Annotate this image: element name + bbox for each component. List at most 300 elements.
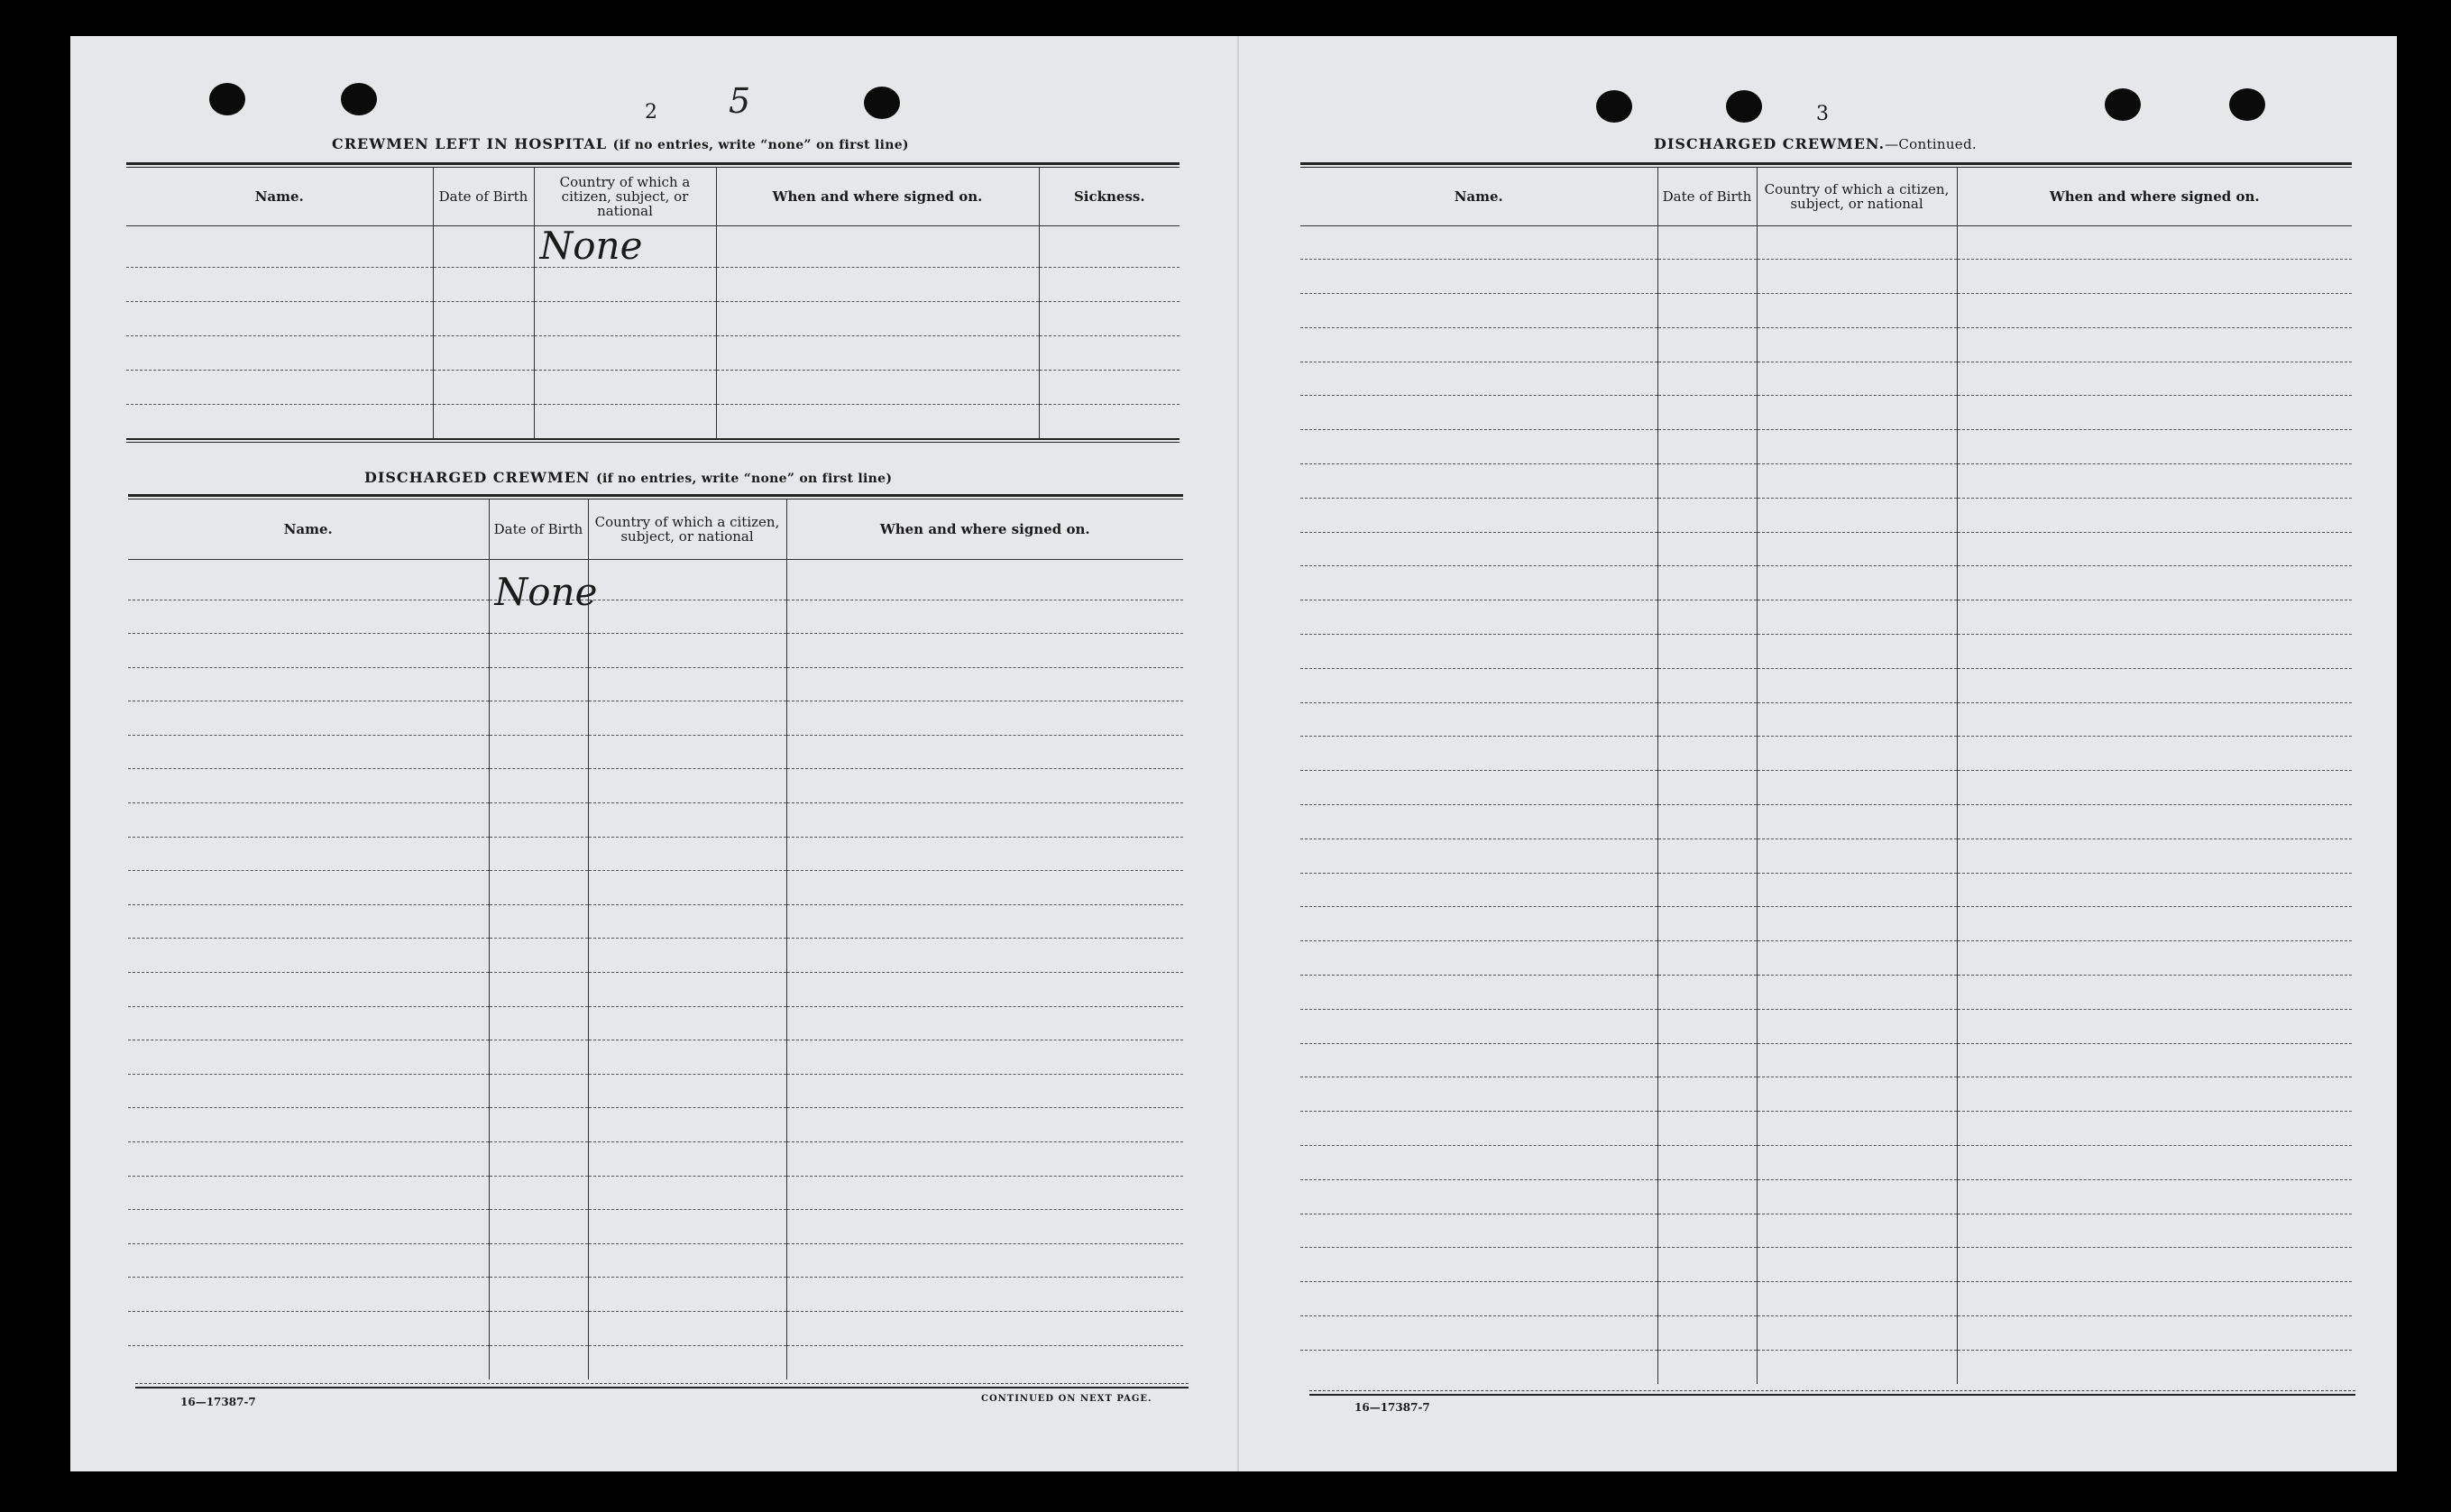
table-row (128, 667, 1183, 701)
col-date-of-birth: Date of Birth (489, 499, 588, 559)
table-cell (1657, 668, 1757, 702)
table-row (126, 335, 1180, 370)
table-cell (588, 1074, 786, 1108)
table-cell (1300, 668, 1657, 702)
table-cell (588, 634, 786, 668)
table-cell (786, 803, 1183, 838)
table-cell (1957, 225, 2352, 260)
table-cell (1957, 976, 2352, 1010)
table-cell (1957, 1248, 2352, 1282)
table-cell (1300, 260, 1657, 294)
table-cell (1757, 838, 1957, 873)
table-row (1300, 838, 2352, 873)
table-row (1300, 737, 2352, 771)
table-cell (1300, 873, 1657, 907)
table-cell (128, 939, 489, 973)
table-cell (1757, 1146, 1957, 1180)
table-row (1300, 941, 2352, 976)
table-cell (588, 1345, 786, 1379)
right-discharged-table (1300, 168, 2352, 1384)
form-number-left: 16—17387-7 (180, 1396, 256, 1408)
table-row (1300, 1248, 2352, 1282)
table-cell (786, 1108, 1183, 1142)
cell-sickness (1039, 225, 1180, 267)
table-cell (1300, 464, 1657, 499)
col-country: Country of which a citizen, subject, or national (1757, 168, 1957, 225)
table-cell (1300, 838, 1657, 873)
table-cell (1657, 771, 1757, 805)
table-row (128, 1108, 1183, 1142)
handwritten-page-mark: 5 (729, 81, 751, 121)
table-cell (1657, 600, 1757, 635)
table-cell (1657, 327, 1757, 362)
handwritten-entry: None (539, 224, 643, 268)
table-cell (786, 600, 1183, 634)
table-cell (1657, 294, 1757, 328)
table-row (128, 600, 1183, 634)
table-cell (1757, 805, 1957, 839)
table-cell (489, 904, 588, 939)
table-cell (1757, 1316, 1957, 1351)
table-cell (1657, 737, 1757, 771)
table-row (128, 1074, 1183, 1108)
table-cell (1300, 566, 1657, 600)
table-cell (1657, 532, 1757, 566)
table-cell (1957, 498, 2352, 532)
table-row (128, 634, 1183, 668)
table-cell (489, 1243, 588, 1278)
table-cell (1757, 294, 1957, 328)
table-cell (716, 335, 1039, 370)
table-cell (1957, 1043, 2352, 1077)
table-cell (588, 1006, 786, 1040)
right-title-suffix: —Continued. (1885, 136, 1977, 152)
table-cell (1300, 498, 1657, 532)
cell-date-of-birth (433, 225, 534, 267)
table-cell (489, 837, 588, 871)
col-signed-on: When and where signed on. (1957, 168, 2352, 225)
table-cell (1300, 941, 1657, 976)
table-cell (1657, 260, 1757, 294)
table-cell (1039, 370, 1180, 404)
table-cell (534, 404, 716, 438)
table-cell (1957, 838, 2352, 873)
table-row (1300, 1112, 2352, 1146)
table-cell (1657, 566, 1757, 600)
table-cell (1039, 301, 1180, 335)
table-cell (1657, 1282, 1757, 1316)
table-cell (1757, 327, 1957, 362)
table-cell (1957, 1214, 2352, 1248)
table-cell (128, 769, 489, 803)
table-cell (128, 1278, 489, 1312)
hospital-bottom-rule (126, 438, 1180, 443)
table-cell (1657, 362, 1757, 396)
table-cell (128, 871, 489, 905)
punch-hole (2229, 88, 2265, 121)
table-cell (786, 939, 1183, 973)
table-row (1300, 1179, 2352, 1214)
table-cell (489, 1142, 588, 1177)
table-cell (128, 1006, 489, 1040)
table-cell (1957, 1009, 2352, 1043)
table-cell (1957, 600, 2352, 635)
table-row (1300, 396, 2352, 430)
table-cell (1300, 430, 1657, 464)
table-cell (1957, 1112, 2352, 1146)
table-row (128, 1006, 1183, 1040)
table-cell (128, 1243, 489, 1278)
punch-hole (864, 87, 900, 119)
table-cell (1957, 771, 2352, 805)
table-cell (1757, 225, 1957, 260)
table-row (128, 1345, 1183, 1379)
table-cell (1757, 1248, 1957, 1282)
table-row (128, 803, 1183, 838)
table-cell (588, 1108, 786, 1142)
table-cell (1957, 260, 2352, 294)
table-cell (128, 1176, 489, 1210)
table-cell (433, 404, 534, 438)
right-bottom-rule (1309, 1390, 2355, 1396)
table-cell (786, 1311, 1183, 1345)
table-cell (433, 301, 534, 335)
table-cell (1657, 1214, 1757, 1248)
cell-signed-on (716, 225, 1039, 267)
table-cell (1300, 1316, 1657, 1351)
table-row (1300, 464, 2352, 499)
table-row (128, 559, 1183, 600)
table-row (126, 301, 1180, 335)
table-cell (1757, 873, 1957, 907)
table-row (128, 1040, 1183, 1075)
table-cell (1039, 335, 1180, 370)
table-row (128, 973, 1183, 1007)
table-cell (128, 1074, 489, 1108)
table-row (128, 701, 1183, 736)
table-cell (1757, 464, 1957, 499)
col-name: Name. (126, 168, 433, 225)
table-cell (126, 267, 433, 301)
table-cell (588, 769, 786, 803)
table-cell (786, 1243, 1183, 1278)
table-cell (1300, 1282, 1657, 1316)
punch-hole (341, 83, 377, 115)
table-row (1300, 1146, 2352, 1180)
table-cell (1757, 362, 1957, 396)
table-cell (1957, 327, 2352, 362)
col-signed-on: When and where signed on. (786, 499, 1183, 559)
table-cell (489, 1176, 588, 1210)
table-cell (489, 769, 588, 803)
table-cell (1957, 1316, 2352, 1351)
table-cell (1300, 1009, 1657, 1043)
table-cell (786, 769, 1183, 803)
table-cell (1757, 1009, 1957, 1043)
table-row (128, 871, 1183, 905)
table-row (128, 735, 1183, 769)
table-row (1300, 1350, 2352, 1384)
table-cell (1957, 464, 2352, 499)
table-row (1300, 1043, 2352, 1077)
table-cell (489, 973, 588, 1007)
table-cell (1757, 1214, 1957, 1248)
table-cell (588, 803, 786, 838)
table-cell (489, 1210, 588, 1244)
table-cell (1300, 1077, 1657, 1112)
table-cell (1957, 737, 2352, 771)
table-cell (1657, 1077, 1757, 1112)
table-cell (1757, 635, 1957, 669)
cell-country (534, 225, 716, 267)
table-cell (534, 301, 716, 335)
discharged-bottom-rule (135, 1383, 1189, 1388)
table-cell (1300, 702, 1657, 737)
table-row (128, 1311, 1183, 1345)
table-cell (1757, 430, 1957, 464)
table-cell (1657, 941, 1757, 976)
table-row (128, 1210, 1183, 1244)
table-cell (489, 1278, 588, 1312)
table-cell (786, 871, 1183, 905)
table-cell (1300, 532, 1657, 566)
table-row (1300, 260, 2352, 294)
table-row (1300, 771, 2352, 805)
table-cell (489, 701, 588, 736)
table-cell (1757, 771, 1957, 805)
table-cell (1657, 635, 1757, 669)
table-row (1300, 1077, 2352, 1112)
table-cell (126, 404, 433, 438)
table-cell (1957, 805, 2352, 839)
table-cell (1757, 702, 1957, 737)
table-cell (716, 301, 1039, 335)
table-cell (1657, 1112, 1757, 1146)
table-cell (1757, 941, 1957, 976)
table-cell (1657, 1179, 1757, 1214)
punch-hole (209, 83, 245, 115)
table-cell (128, 1311, 489, 1345)
table-cell (1300, 396, 1657, 430)
table-cell (1957, 941, 2352, 976)
table-cell (1757, 1179, 1957, 1214)
table-cell (588, 871, 786, 905)
right-title-text: DISCHARGED CREWMEN. (1654, 135, 1886, 152)
table-cell (786, 837, 1183, 871)
table-cell (1300, 600, 1657, 635)
table-cell (786, 735, 1183, 769)
table-cell (126, 301, 433, 335)
table-cell (1657, 464, 1757, 499)
table-cell (1657, 430, 1757, 464)
discharged-title-note: (if no entries, write “none” on first line) (596, 472, 893, 486)
table-row (1300, 566, 2352, 600)
table-cell (1300, 1214, 1657, 1248)
discharged-section-title (364, 469, 892, 486)
table-cell (588, 1176, 786, 1210)
hospital-section-title (332, 135, 909, 152)
table-cell (1757, 976, 1957, 1010)
table-cell (1657, 1043, 1757, 1077)
table-row (1300, 600, 2352, 635)
table-cell (126, 370, 433, 404)
table-cell (1300, 225, 1657, 260)
table-cell (128, 1040, 489, 1075)
table-cell (128, 1142, 489, 1177)
handwritten-entry: None (494, 569, 598, 614)
table-cell (128, 667, 489, 701)
table-cell (534, 370, 716, 404)
table-cell (489, 1006, 588, 1040)
table-cell (433, 267, 534, 301)
discharged-table (128, 499, 1183, 1379)
discharged-title-text: DISCHARGED CREWMEN (364, 469, 591, 486)
table-cell (588, 667, 786, 701)
table-cell (1957, 362, 2352, 396)
table-cell (588, 600, 786, 634)
table-row (1300, 498, 2352, 532)
table-cell (1757, 498, 1957, 532)
table-cell (588, 837, 786, 871)
table-cell (534, 267, 716, 301)
table-cell (1757, 566, 1957, 600)
table-cell (786, 1074, 1183, 1108)
table-cell (1657, 702, 1757, 737)
table-cell (128, 904, 489, 939)
table-cell (489, 1074, 588, 1108)
table-cell (1657, 1009, 1757, 1043)
table-cell (1300, 294, 1657, 328)
table-cell (1957, 1179, 2352, 1214)
table-cell (1300, 907, 1657, 941)
table-cell (1957, 396, 2352, 430)
document-sheet (70, 36, 2397, 1471)
table-cell (1757, 907, 1957, 941)
punch-hole (2105, 88, 2141, 121)
col-signed-on: When and where signed on. (716, 168, 1039, 225)
col-sickness: Sickness. (1039, 168, 1180, 225)
table-cell (1300, 1146, 1657, 1180)
table-cell (1657, 1350, 1757, 1384)
right-section-title (1654, 135, 1977, 152)
table-cell (1300, 771, 1657, 805)
table-cell (128, 600, 489, 634)
table-row (128, 1243, 1183, 1278)
table-cell (1300, 737, 1657, 771)
table-cell (1957, 430, 2352, 464)
table-cell (1657, 1316, 1757, 1351)
table-cell (489, 1108, 588, 1142)
table-row (1300, 1282, 2352, 1316)
table-cell (1300, 976, 1657, 1010)
table-row (1300, 225, 2352, 260)
table-cell (1300, 1043, 1657, 1077)
table-cell (588, 1278, 786, 1312)
table-cell (126, 335, 433, 370)
table-cell (534, 335, 716, 370)
table-row (1300, 430, 2352, 464)
hospital-title-note: (if no entries, write “none” on first line) (612, 138, 909, 152)
table-cell (786, 667, 1183, 701)
table-cell (588, 1210, 786, 1244)
table-row (126, 225, 1180, 267)
table-cell (1300, 1350, 1657, 1384)
table-cell (1757, 1112, 1957, 1146)
table-cell (1657, 396, 1757, 430)
table-cell (1657, 805, 1757, 839)
table-cell (489, 1040, 588, 1075)
table-cell (1757, 1077, 1957, 1112)
col-date-of-birth: Date of Birth (433, 168, 534, 225)
table-cell (128, 1345, 489, 1379)
table-row (128, 1142, 1183, 1177)
cell-name (128, 559, 489, 600)
punch-hole (1726, 90, 1762, 123)
table-cell (489, 735, 588, 769)
table-row (1300, 362, 2352, 396)
table-row (126, 370, 1180, 404)
table-row (1300, 668, 2352, 702)
table-row (1300, 635, 2352, 669)
table-cell (1957, 1077, 2352, 1112)
table-cell (786, 1176, 1183, 1210)
table-cell (1957, 907, 2352, 941)
table-row (128, 837, 1183, 871)
table-cell (433, 370, 534, 404)
table-row (1300, 532, 2352, 566)
table-cell (489, 1311, 588, 1345)
table-cell (786, 1040, 1183, 1075)
table-row (128, 939, 1183, 973)
table-cell (588, 904, 786, 939)
table-cell (1957, 1350, 2352, 1384)
table-cell (588, 1142, 786, 1177)
table-cell (1957, 1146, 2352, 1180)
cell-name (126, 225, 433, 267)
table-cell (786, 1345, 1183, 1379)
table-cell (1657, 225, 1757, 260)
table-cell (786, 634, 1183, 668)
table-cell (1957, 566, 2352, 600)
table-cell (588, 1311, 786, 1345)
table-row (1300, 907, 2352, 941)
table-cell (1757, 668, 1957, 702)
table-cell (786, 973, 1183, 1007)
table-cell (1957, 702, 2352, 737)
table-cell (489, 939, 588, 973)
table-cell (716, 370, 1039, 404)
table-cell (1657, 498, 1757, 532)
table-row (128, 904, 1183, 939)
table-cell (1757, 600, 1957, 635)
table-cell (128, 837, 489, 871)
hospital-table (126, 168, 1180, 438)
table-cell (1757, 260, 1957, 294)
table-cell (716, 404, 1039, 438)
cell-date-of-birth (489, 559, 598, 614)
table-row (1300, 1214, 2352, 1248)
table-cell (1657, 976, 1757, 1010)
table-row (128, 1176, 1183, 1210)
col-country: Country of which a citizen, subject, or national (534, 168, 716, 225)
page-number-right: 3 (1816, 103, 1829, 125)
table-cell (588, 1040, 786, 1075)
table-cell (1300, 635, 1657, 669)
table-cell (786, 1142, 1183, 1177)
table-cell (489, 803, 588, 838)
table-cell (489, 871, 588, 905)
table-cell (1957, 532, 2352, 566)
